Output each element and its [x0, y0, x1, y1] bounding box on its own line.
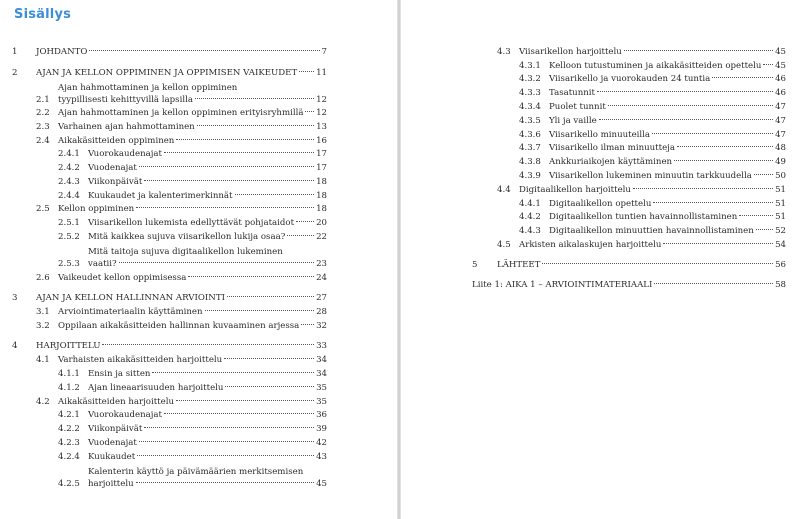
toc-entry[interactable]: [36, 396, 327, 408]
toc-entry-number: 2.2: [36, 108, 50, 118]
toc-entry-number: 4.4.2: [519, 212, 541, 222]
toc-entry-title: Vuorokaudenajat: [88, 410, 162, 420]
toc-entry-number: 4.1: [36, 355, 50, 365]
toc-entry[interactable]: [519, 87, 786, 99]
toc-entry-title: Viisarikello ilman minuutteja: [549, 143, 675, 153]
toc-entry[interactable]: [36, 83, 327, 106]
dot-leader: [296, 221, 314, 222]
dot-leader: [597, 91, 773, 92]
toc-entry-title: HARJOITTELU: [36, 341, 101, 351]
toc-entry-page: 18: [316, 177, 327, 187]
toc-entry[interactable]: [58, 148, 327, 160]
toc-entry-title: Yli ja vaille: [549, 116, 597, 126]
dot-leader: [739, 215, 773, 216]
toc-entry-title: Digitaalikellon opettelu: [549, 199, 652, 209]
toc-entry-title-continued: tyypillisesti kehittyvillä lapsilla: [58, 95, 193, 105]
toc-entry-title: Kelloon tutustuminen ja aikakäsitteiden opettelu: [549, 61, 762, 71]
toc-entry-title: Viikonpäivät: [88, 177, 143, 187]
toc-entry-title: Kuukaudet: [88, 452, 136, 462]
toc-entry-page: 12: [316, 95, 327, 105]
dot-leader: [89, 50, 319, 51]
toc-entry-title: LÄHTEET: [497, 260, 541, 270]
toc-entry[interactable]: [36, 203, 327, 215]
toc-entry-page: 28: [316, 307, 327, 317]
toc-entry-title: Ankkuriaikojen käyttäminen: [549, 157, 673, 167]
right-page: [401, 0, 800, 519]
toc-entry-title: Viisarikello ja vuorokauden 24 tuntia: [549, 74, 711, 84]
toc-entry-page: 33: [316, 341, 327, 351]
toc-entry-title: Vuodenajat: [88, 438, 137, 448]
toc-entry-title-continued: vaatii?: [88, 259, 117, 269]
toc-entry[interactable]: [12, 46, 327, 58]
dot-leader: [287, 235, 314, 236]
toc-entry-number: 2.6: [36, 273, 50, 283]
toc-entry-title-continued: harjoittelu: [88, 479, 134, 489]
toc-entry[interactable]: [36, 121, 327, 133]
dot-leader: [225, 386, 314, 387]
dot-leader: [652, 133, 773, 134]
toc-entry-title: Viisarikello minuuteilla: [549, 130, 651, 140]
toc-entry-number: 4.5: [497, 240, 511, 250]
toc-entry-number: 4.3.2: [519, 74, 541, 84]
toc-entry[interactable]: [58, 382, 327, 394]
dot-leader: [139, 441, 314, 442]
toc-entry-page: 18: [316, 204, 327, 214]
toc-entry-title: Aikakäsitteiden harjoittelu: [58, 397, 174, 407]
dot-leader: [599, 119, 773, 120]
toc-entry-number: 4.3.1: [519, 61, 541, 71]
toc-entry[interactable]: [519, 156, 786, 168]
toc-entry-number: 4.3: [497, 47, 511, 57]
toc-entry[interactable]: [58, 368, 327, 380]
toc-entry-page: 47: [775, 102, 786, 112]
toc-entry-page: 48: [775, 143, 786, 153]
toc-entry[interactable]: [497, 46, 786, 58]
toc-entry-page: 51: [775, 185, 786, 195]
dot-leader: [235, 194, 315, 195]
dot-leader: [102, 344, 314, 345]
toc-entry-page: 17: [316, 149, 327, 159]
toc-entry-title: Ajan hahmottaminen ja kellon oppiminen erityisryhmillä: [58, 108, 304, 118]
toc-entry-title: Arkisten aikalaskujen harjoittelu: [519, 240, 662, 250]
toc-entry[interactable]: [472, 259, 786, 271]
toc-entry-page: 22: [316, 232, 327, 242]
dot-leader: [176, 139, 314, 140]
toc-entry-title: Aikakäsitteiden oppiminen: [58, 136, 175, 146]
toc-entry-title: Ensin ja sitten: [88, 369, 151, 379]
toc-entry-page: 39: [316, 424, 327, 434]
toc-entry[interactable]: [12, 340, 327, 352]
toc-entry[interactable]: [519, 225, 786, 237]
dot-leader: [663, 243, 773, 244]
toc-entry-page: 49: [775, 157, 786, 167]
toc-entry-page: 50: [775, 171, 786, 181]
toc-entry-page: 43: [316, 452, 327, 462]
toc-entry[interactable]: [519, 101, 786, 113]
toc-entry-title: Mitä taitoja sujuva digitaalikellon lukeminen: [88, 247, 283, 257]
dot-leader: [164, 152, 314, 153]
toc-entry-number: 4.3.3: [519, 88, 541, 98]
toc-entry-page: 42: [316, 438, 327, 448]
toc-entry-page: 17: [316, 163, 327, 173]
toc-entry-number: 2.5.2: [58, 232, 80, 242]
toc-entry-number: 4.3.8: [519, 157, 541, 167]
dot-leader: [119, 262, 314, 263]
toc-entry-number: 2.3: [36, 122, 50, 132]
dot-leader: [176, 400, 314, 401]
toc-entry-page: 32: [316, 321, 327, 331]
toc-entry-title: Ajan hahmottaminen ja kellon oppiminen: [58, 83, 238, 93]
toc-entry-number: 3.2: [36, 321, 50, 331]
dot-leader: [654, 283, 773, 284]
toc-entry-page: 24: [316, 273, 327, 283]
toc-entry-title: Ajan lineaarisuuden harjoittelu: [88, 383, 224, 393]
toc-entry-page: 47: [775, 130, 786, 140]
toc-entry-number: 2.5.1: [58, 218, 80, 228]
toc-entry-page: 35: [316, 397, 327, 407]
toc-entry-number: 2.5: [36, 204, 50, 214]
dot-leader: [224, 358, 314, 359]
toc-entry[interactable]: [12, 292, 327, 304]
toc-entry[interactable]: [58, 247, 327, 270]
toc-entry-title: Varhainen ajan hahmottaminen: [58, 122, 195, 132]
dot-leader: [152, 372, 314, 373]
toc-entry[interactable]: [519, 115, 786, 127]
toc-entry-page: 35: [316, 383, 327, 393]
toc-entry-number: 4.2.3: [58, 438, 80, 448]
toc-entry-title: Viikonpäivät: [88, 424, 143, 434]
toc-entry-page: 11: [316, 68, 327, 78]
toc-entry-number: 4.2.5: [58, 479, 80, 489]
toc-entry[interactable]: [58, 217, 327, 229]
dot-leader: [137, 455, 314, 456]
toc-entry-title: Kalenterin käyttö ja päivämäärien merkitsemisen: [88, 467, 304, 477]
toc-entry[interactable]: [36, 320, 327, 332]
toc-entry-page: 46: [775, 74, 786, 84]
toc-entry[interactable]: [58, 437, 327, 449]
toc-entry[interactable]: [497, 184, 786, 196]
toc-entry-title: Viisarikellon lukemista edellyttävät pohjataidot: [88, 218, 295, 228]
toc-entry-page: 34: [316, 355, 327, 365]
toc-entry-page: 7: [321, 47, 327, 57]
toc-entry-number: 4.4.3: [519, 226, 541, 236]
toc-entry-number: 4.3.5: [519, 116, 541, 126]
toc-entry-title: Kellon oppiminen: [58, 204, 135, 214]
dot-leader: [144, 427, 314, 428]
toc-entry-page: 18: [316, 191, 327, 201]
toc-entry-title: Viisarikellon lukeminen minuutin tarkkuudella: [549, 171, 752, 181]
toc-entry-number: 2.4: [36, 136, 50, 146]
toc-entry-number: 5: [472, 260, 478, 270]
toc-entry-title: Tasatunnit: [549, 88, 595, 98]
toc-entry[interactable]: [58, 176, 327, 188]
dot-leader: [633, 188, 773, 189]
toc-entry-page: 52: [775, 226, 786, 236]
toc-entry-title: AJAN JA KELLON OPPIMINEN JA OPPIMISEN VAIKEUDET: [36, 68, 298, 78]
toc-entry-number: 4.4.1: [519, 199, 541, 209]
toc-entry-title: Puolet tunnit: [549, 102, 606, 112]
toc-entry-number: 3.1: [36, 307, 50, 317]
toc-entry-number: 4.3.7: [519, 143, 541, 153]
toc-entry[interactable]: [58, 467, 327, 490]
dot-leader: [136, 482, 314, 483]
toc-entry-number: 2.4.4: [58, 191, 80, 201]
toc-entry-number: 4: [12, 341, 18, 351]
toc-entry[interactable]: [519, 211, 786, 223]
dot-leader: [144, 180, 314, 181]
toc-entry-number: 4.2.1: [58, 410, 80, 420]
toc-entry-title: Kuukaudet ja kalenterimerkinnät: [88, 191, 233, 201]
toc-entry-page: 27: [316, 293, 327, 303]
toc-entry-title: Oppilaan aikakäsitteiden hallinnan kuvaaminen arjessa: [58, 321, 300, 331]
toc-entry[interactable]: [519, 170, 786, 182]
dot-leader: [197, 125, 314, 126]
dot-leader: [136, 207, 314, 208]
toc-entry-title: AJAN JA KELLON HALLINNAN ARVIOINTI: [36, 293, 225, 303]
toc-entry-page: 45: [316, 479, 327, 489]
dot-leader: [542, 263, 773, 264]
toc-entry-title: Arviointimateriaalin käyttäminen: [58, 307, 203, 317]
toc-entry[interactable]: [58, 190, 327, 202]
toc-entry-page: 23: [316, 259, 327, 269]
toc-entry[interactable]: [519, 129, 786, 141]
toc-entry-page: 45: [775, 61, 786, 71]
toc-entry-number: 4.1.1: [58, 369, 80, 379]
toc-entry-title: Liite 1: AIKA 1 – ARVIOINTIMATERIAALI: [472, 280, 653, 290]
toc-entry-page: 54: [775, 240, 786, 250]
toc-entry-number: 4.3.6: [519, 130, 541, 140]
toc-entry-page: 16: [316, 136, 327, 146]
toc-entry[interactable]: [12, 67, 327, 79]
toc-entry-title: Varhaisten aikakäsitteiden harjoittelu: [58, 355, 223, 365]
dot-leader: [188, 276, 314, 277]
toc-entry-number: 4.2.2: [58, 424, 80, 434]
toc-entry-title: Mitä kaikkea sujuva viisarikellon lukija osaa?: [88, 232, 286, 242]
dot-leader: [677, 146, 773, 147]
toc-entry[interactable]: [58, 423, 327, 435]
toc-entry-number: 2.4.2: [58, 163, 80, 173]
toc-entry-page: 58: [775, 280, 786, 290]
toc-entry-page: 12: [316, 108, 327, 118]
dot-leader: [608, 105, 773, 106]
toc-entry-number: 4.4: [497, 185, 511, 195]
toc-entry-title: Digitaalikellon harjoittelu: [519, 185, 631, 195]
toc-entry-page: 13: [316, 122, 327, 132]
toc-entry-title: Vaikeudet kellon oppimisessa: [58, 273, 187, 283]
dot-leader: [164, 413, 314, 414]
toc-entry-page: 36: [316, 410, 327, 420]
toc-entry[interactable]: [36, 135, 327, 147]
dot-leader: [754, 174, 773, 175]
toc-entry-number: 4.1.2: [58, 383, 80, 393]
dot-leader: [305, 111, 314, 112]
toc-entry-title: Digitaalikellon tuntien havainnollistaminen: [549, 212, 738, 222]
toc-entry[interactable]: [519, 198, 786, 210]
dot-leader: [712, 77, 773, 78]
toc-entry-title: Viisarikellon harjoittelu: [519, 47, 622, 57]
toc-entry-page: 51: [775, 199, 786, 209]
toc-entry-page: 51: [775, 212, 786, 222]
toc-entry-number: 1: [12, 47, 18, 57]
dot-leader: [756, 229, 773, 230]
dot-leader: [301, 324, 314, 325]
dot-leader: [227, 296, 314, 297]
toc-entry-number: 2.4.1: [58, 149, 80, 159]
toc-entry-title: Vuodenajat: [88, 163, 137, 173]
dot-leader: [205, 310, 315, 311]
dot-leader: [139, 166, 314, 167]
dot-leader: [624, 50, 773, 51]
toc-entry[interactable]: [58, 451, 327, 463]
toc-entry[interactable]: [58, 162, 327, 174]
dot-leader: [653, 202, 773, 203]
left-page: [0, 0, 397, 519]
toc-entry-page: 46: [775, 88, 786, 98]
toc-entry[interactable]: [497, 239, 786, 251]
toc-entry[interactable]: [58, 409, 327, 421]
toc-entry[interactable]: [519, 142, 786, 154]
toc-entry-number: 2.1: [36, 95, 50, 105]
dot-leader: [299, 71, 314, 72]
toc-entry-number: 2: [12, 68, 18, 78]
toc-entry[interactable]: [36, 107, 327, 119]
toc-entry-number: 4.2: [36, 397, 50, 407]
toc-entry[interactable]: [36, 354, 327, 366]
toc-entry[interactable]: [36, 306, 327, 318]
toc-entry-page: 45: [775, 47, 786, 57]
toc-entry[interactable]: [519, 73, 786, 85]
toc-entry-page: 20: [316, 218, 327, 228]
toc-heading: Sisällys: [14, 7, 72, 22]
toc-entry[interactable]: [58, 231, 327, 243]
dot-leader: [674, 160, 773, 161]
toc-entry[interactable]: [36, 272, 327, 284]
toc-entry-page: 34: [316, 369, 327, 379]
dot-leader: [195, 98, 314, 99]
toc-entry-number: 4.3.4: [519, 102, 541, 112]
toc-entry-page: 56: [775, 260, 786, 270]
toc-entry-title: Vuorokaudenajat: [88, 149, 162, 159]
toc-entry-number: 4.2.4: [58, 452, 80, 462]
toc-entry-number: 3: [12, 293, 18, 303]
dot-leader: [763, 64, 773, 65]
toc-entry-number: 4.3.9: [519, 171, 541, 181]
toc-entry-page: 47: [775, 116, 786, 126]
toc-entry-number: 2.5.3: [58, 259, 80, 269]
toc-entry-title: Digitaalikellon minuuttien havainnollistaminen: [549, 226, 754, 236]
toc-entry[interactable]: [519, 60, 786, 72]
toc-entry-number: 2.4.3: [58, 177, 80, 187]
toc-entry-title: JOHDANTO: [36, 47, 88, 57]
toc-entry[interactable]: [472, 279, 786, 291]
